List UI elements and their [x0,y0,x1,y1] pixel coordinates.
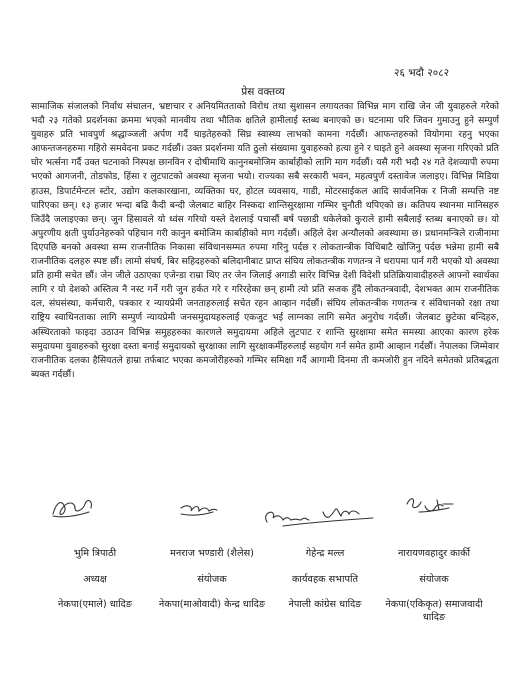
document-title: प्रेस वक्तव्य [241,86,285,98]
statement-body: सामाजिक संजालको निर्वाध संचालन, भ्रष्टाचार र अनियमितताको विरोध तथा सुशासन लगायतका विभिन्न माग राखि जेन जी युवाहरुले गरेको भदौ २३ गतेको प्रदर्शनका क्रममा भएको मानवीय तथा भौतिक क्षतिले हामीलाई स्तब्ध बनाएको छ। घटनामा परि जिवन गुमाउनु हुने सम्पुर्ण युवाहरु प्रति भावपुर्ण श्रद्धाञ्जली अर्पण गर्दै घाइतेहरुको सिघ्र स्वास्थ्य लाभको कामना गर्दछौं। आफन्तहरुको वियोगमा रहनु भएका आफन्तजनहरुमा गहिरो समवेदना प्रकट गर्दछौं। उक्त प्रदर्शनमा यति ठुलो संख्यामा युवाहरुको हत्या हुने र घाइते हुने अवस्था सृजना गरिएको प्रति घोर भर्त्सना गर्दै उक्त घटनाको निस्पक्ष छानविन र दोषीमाथि कानुनबमोजिम कार्बाहीको लागि माग गर्दछौं। यसै गरी भदौ २४ गते देशव्यापी रुपमा भएको आगजनी, तोडफोड, हिंसा र लुटपाटको अवस्था सृजना भयो। राज्यका सबै सरकारी भवन, महत्वपुर्ण दस्तावेज जलाइए। विभिन्न मिडिया हाउस, डिपार्टमेन्टल स्टोर, उद्योग कलकारखाना, व्यक्तिका घर, होटल व्यवसाय, गाडी, मोटरसाईकल आदि सार्वजनिक र निजी सम्पत्ति नष्ट पारिएका छन्। १३ हजार भन्दा बढि कैदी बन्दी जेलबाट बाहिर निस्कदा शान्तिसुरक्षामा गम्भिर चुनौती थपिएको छ। कतिपय स्थानमा मानिसहरु जिउँदै जलाइएका छन्। जुन हिसावले यो ध्वंस गरियो यस्ले देशलाई पचासौं बर्ष पछाडी धकेलेको कुराले हामी सबैलाई स्तब्ध बनाएको छ। यो अपुरणीय क्षती पुर्याउनेहरुको पहिचान गरी कानुन बमोजिम कार्बाहीको माग गर्दछौं। अहिले देश अन्यौलको अवस्थामा छ। प्रधानमन्त्रिले राजीनामा दिएपछि बनको अवस्था सम्म राजनीतिक निकासा संविधानसम्मत रुपमा गरिनु पर्दछ र लोकतान्त्रीक विधिबाटै खोजिनु पर्दछ भन्नेमा हामी सबै राजनीतिक दलहरु स्पष्ट छौं। लामो संघर्ष, बिर सहिदहरुको बलिदानीबाट प्राप्त संघिय लोकतन्त्रीक गणतन्त्र ने धरापमा पार्न गरी भएको यो अवस्था प्रति हामी सचेत छौं। जेन जीले उठाएका एजेन्डा राम्रा थिए तर जेन जिलाई अगाडी सारेर विभिन्न देशी विदेशी प्रतिक्रियावादीहरुले आफ्नो स्वार्थका लागि र यो देशको अस्तित्व नै नस्ट गर्ने गरी जुन हर्कत गरे र गरिरहेका छन् हामी त्यो प्रति सजक हुँदै लोकतन्त्रवादी, देशभक्त आम राजनीतिक दल, संघसंस्था, कर्मचारी, पत्रकार र न्यायप्रेमी जनताहरुलाई सचेत रहन आव्हान गर्दछौं। संघिय लोकतन्त्रीक गणतन्त्र र संविधानको रक्षा तथा राष्ट्रिय स्वाधिनताका लागि सम्पुर्ण न्यायप्रेमी जनसमुदायहरुलाई एकजुट भई लाग्नका लागि समेत अनुरोध गर्दछौं। जेलबाट छुटेका बन्दिहरु, अस्थिरताको फाइदा उठाउन विभिन्न समुहहरुका कारणले समुदायमा अहिले लुटपाट र शान्ति सुरक्षामा समेत समस्या आएका कारण हरेक समुदायमा युवाहरुको सुरक्षा दस्ता बनाई समुदायको सुरक्षाका लागि सुरक्षाकर्मीहरुलाई सहयोग गर्न समेत हामी आव्हान गर्दछौं। नेपालका जिम्मेवार राजनीतिक दलका हैसियतले हाम्रा तर्फबाट भएका कमजोरीहरुको गम्भिर समिक्षा गर्दै आगामी दिनमा ती कमजोरी हुन नदिने समेतको प्रतिबद्धता ब्यक्त गर्दछौं। [31,102,499,380]
signatory-role: अध्यक्ष [83,574,107,585]
signatory-organization: नेकपा(एकिकृत) समाजवादी धादिङ [385,599,483,623]
signature-3 [266,509,373,526]
signatures-area [31,492,499,532]
signatory-name: गेहेन्द्र मल्ल [305,548,345,559]
signatory-organization: नेकपा(एमाले) धादिङ [58,599,132,610]
document-date: २६ भदौ २०८२ [394,67,450,79]
signatory-name: भुमि त्रिपाठी [73,548,117,559]
signatory-name: मनराज भण्डारी (शैलेस) [170,548,254,559]
signature-1 [53,501,91,517]
signature-2 [181,506,217,515]
signatory-role: संयोजक [419,574,449,585]
handwritten-signatures [31,492,499,532]
signatory-role: संयोजक [197,574,227,585]
signatory-organization: नेकपा(माओवादी) केन्द्र धादिङ [158,599,266,610]
signatory-organization: नेपाली कांग्रेस धादिङ [288,599,362,610]
signatory-name: नारायणवहादुर कार्की [397,548,471,559]
signature-4 [407,499,453,512]
signatory-role: कार्यवहक सभापति [291,574,359,585]
